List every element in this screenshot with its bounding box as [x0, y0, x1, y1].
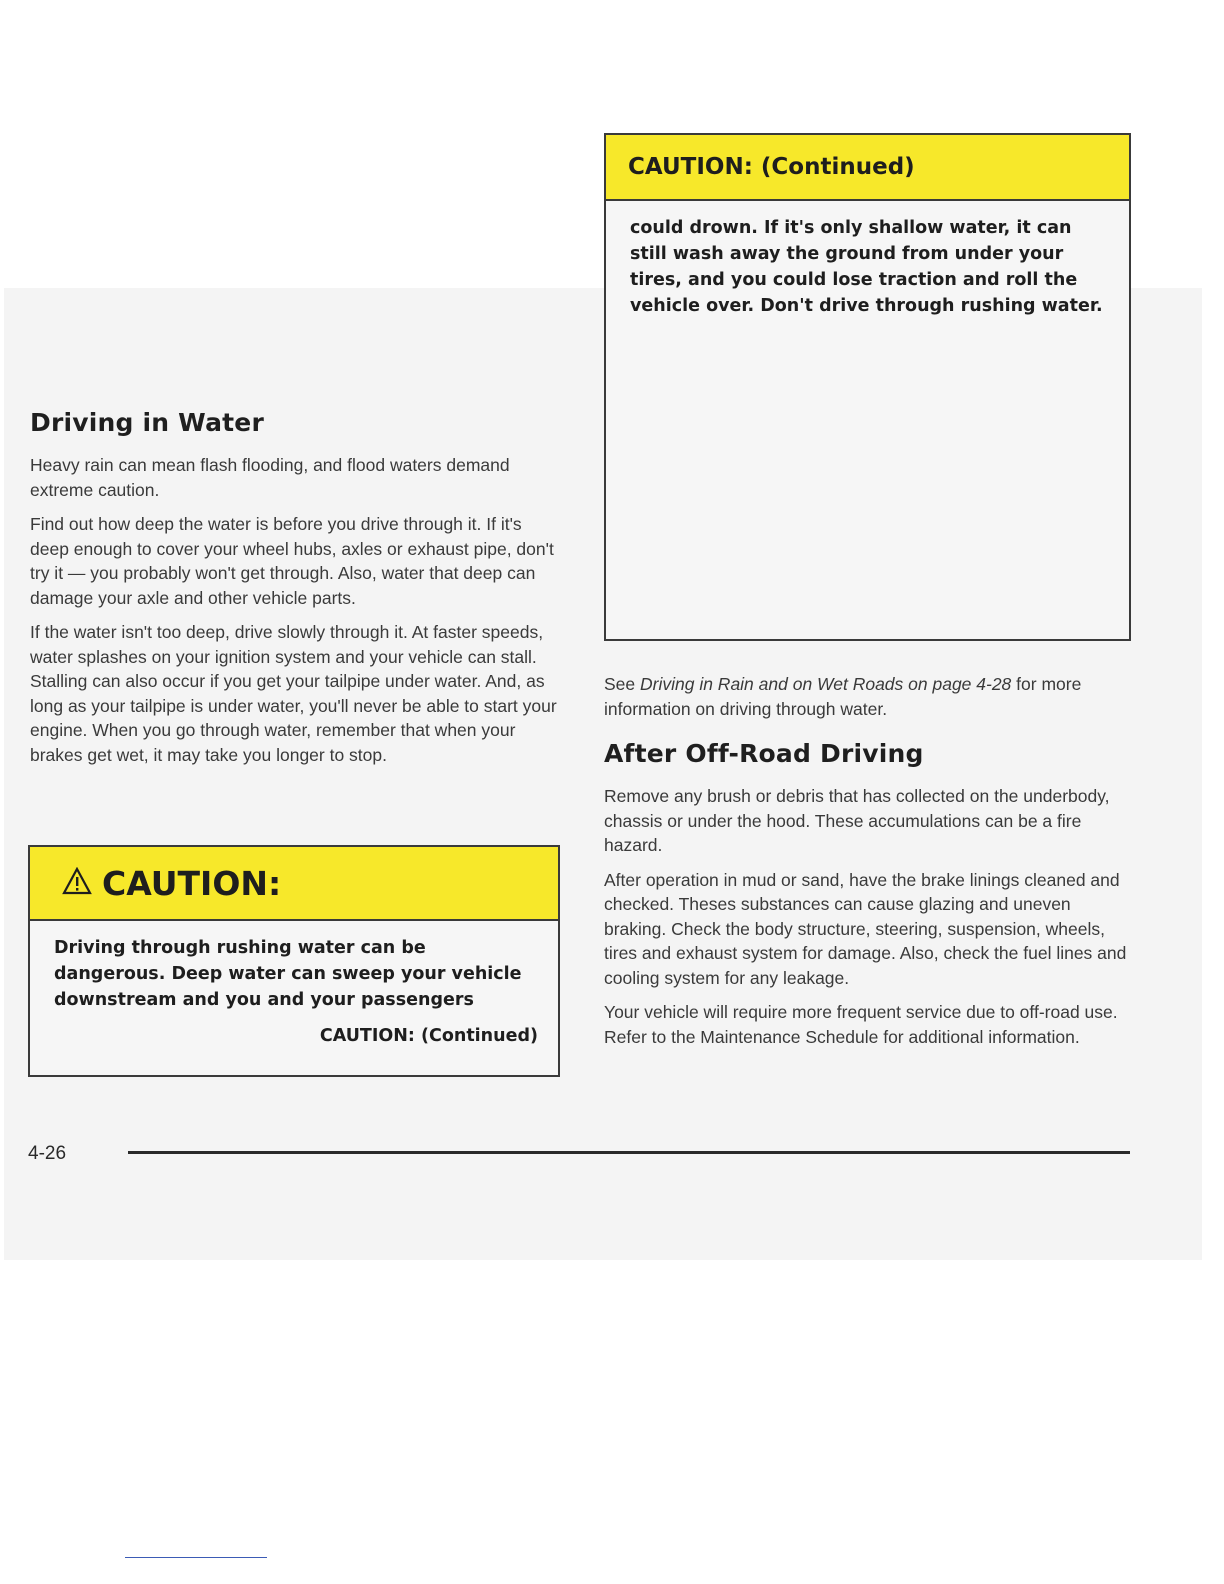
paragraph: Heavy rain can mean flash flooding, and flood waters demand extreme caution.: [30, 455, 510, 500]
page-number: 4-26: [28, 1143, 67, 1164]
caution-header: [30, 847, 558, 921]
page-area: [4, 154, 1202, 1260]
caution-body: [30, 921, 558, 1049]
footer-divider: [128, 1151, 1130, 1154]
caution-continued-header: [606, 135, 1129, 201]
caution-continued-box: [604, 133, 1131, 641]
caution-box: [28, 845, 560, 1077]
paragraph: Find out how deep the water is before you drive through it. If it's deep enough to cover your wheel hubs, axles or exhaust pipe, don't try it — you probably won't get through. Also, water that deep can damage your axle and other vehicle parts.: [30, 514, 554, 608]
cross-reference: Driving in Rain and on Wet Roads on page 4-28: [640, 674, 1012, 694]
section-heading-driving-in-water: Driving in Water: [30, 408, 264, 437]
warning-triangle-icon: [62, 864, 92, 903]
bottom-divider: [125, 1557, 267, 1558]
paragraph: Your vehicle will require more frequent service due to off-road use. Refer to the Maintenance Schedule for additional information.: [604, 1002, 1118, 1047]
caution-continued-title: CAUTION: (Continued): [628, 154, 915, 180]
caution-continued-label: CAUTION: (Continued): [319, 1026, 538, 1046]
right-column: [604, 672, 1134, 1059]
section-heading-after-off-road-driving: After Off-Road Driving: [604, 739, 924, 768]
paragraph: Remove any brush or debris that has collected on the underbody, chassis or under the hood. These accumulations can be a fire hazard.: [604, 786, 1110, 855]
caution-text: could drown. If it's only shallow water, it can still wash away the ground from under your tires, and you could lose traction and roll the vehicle over. Don't drive through rushing water.: [630, 218, 1103, 316]
caution-body: [606, 201, 1129, 319]
paragraph: After operation in mud or sand, have the brake linings cleaned and checked. Theses substances can cause glazing and uneven braking. Check the body structure, steering, suspension, wheels, tires and exhaust system for damage. Also, check the fuel lines and cooling system for any leakage.: [604, 869, 1127, 988]
left-column: [30, 408, 565, 777]
caution-title: CAUTION:: [102, 863, 282, 903]
paragraph: If the water isn't too deep, drive slowly through it. At faster speeds, water splashes on your ignition system and your vehicle can stall. Stalling can also occur if you get your tailpipe under water. And, as long as your tailpipe is under water, you'll never be able to start your engine. When you go through water, remember that when your brakes get wet, it may take you longer to stop.: [30, 622, 557, 765]
caution-text: Driving through rushing water can be dangerous. Deep water can sweep your vehicle downstream and you and your passengers: [54, 938, 522, 1010]
see-also-paragraph: See Driving in Rain and on Wet Roads on page 4-28 for more information on driving through water.: [604, 674, 1082, 719]
